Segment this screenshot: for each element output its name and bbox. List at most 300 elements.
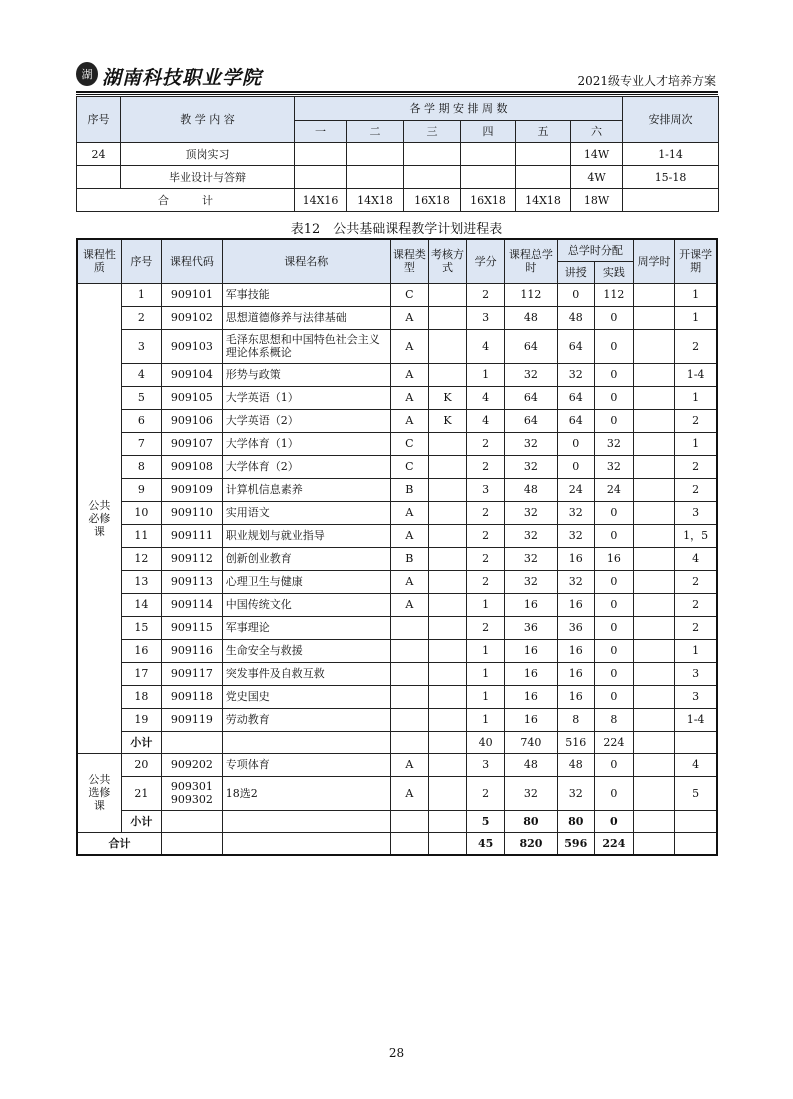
cell-name: 大学英语（1） — [222, 386, 390, 409]
cell-type — [390, 685, 428, 708]
cell-credit: 2 — [467, 501, 505, 524]
page-header — [76, 62, 718, 94]
cell-practice: 224 — [594, 731, 633, 753]
cell-total: 112 — [505, 283, 558, 306]
header-nature: 课程性质 — [77, 239, 121, 283]
cell-term: 16X18 — [461, 189, 516, 212]
cell-exam: K — [428, 386, 466, 409]
cell-lecture: 32 — [557, 570, 594, 593]
cell-type: B — [390, 478, 428, 501]
cell-term — [404, 166, 461, 189]
cell-term: 14X18 — [516, 189, 571, 212]
cell-type: A — [390, 570, 428, 593]
header-hour-distribution: 总学时分配 — [557, 239, 633, 261]
cell-no: 10 — [121, 501, 161, 524]
cell-no: 1 — [121, 283, 161, 306]
cell-no: 14 — [121, 593, 161, 616]
cell-total: 16 — [505, 593, 558, 616]
cell-code: 909115 — [162, 616, 223, 639]
cell-total: 32 — [505, 432, 558, 455]
cell-term: 1 — [675, 283, 717, 306]
total-label: 合 计 — [77, 189, 295, 212]
cell-term: 2 — [675, 409, 717, 432]
cell-exam — [428, 570, 466, 593]
cell-exam — [428, 524, 466, 547]
cell-term: 1-4 — [675, 363, 717, 386]
cell-type: A — [390, 409, 428, 432]
cell-practice: 0 — [594, 776, 633, 810]
cell-lecture: 80 — [557, 810, 594, 832]
cell-term: 4W — [571, 166, 623, 189]
cell-code: 909111 — [162, 524, 223, 547]
cell-code: 909113 — [162, 570, 223, 593]
cell-weekly — [633, 593, 674, 616]
cell-practice: 0 — [594, 386, 633, 409]
cell-term: 2 — [675, 478, 717, 501]
empty-cell — [633, 731, 674, 753]
cell-name: 毛泽东思想和中国特色社会主义理论体系概论 — [222, 329, 390, 363]
cell-type: C — [390, 432, 428, 455]
cell-practice: 0 — [594, 662, 633, 685]
cell-name: 大学体育（2） — [222, 455, 390, 478]
cell-practice: 0 — [594, 501, 633, 524]
table-row — [77, 143, 719, 166]
empty-cell — [162, 810, 223, 832]
cell-credit: 1 — [467, 593, 505, 616]
cell-name: 实用语文 — [222, 501, 390, 524]
cell-term: 1，5 — [675, 524, 717, 547]
page-number: 28 — [388, 1046, 405, 1060]
cell-total: 740 — [505, 731, 558, 753]
cell-exam — [428, 708, 466, 731]
cell-term — [347, 143, 404, 166]
cell-code: 909119 — [162, 708, 223, 731]
cell-credit: 4 — [467, 386, 505, 409]
cell-credit: 5 — [467, 810, 505, 832]
cell-term: 1-4 — [675, 708, 717, 731]
cell-code: 909105 — [162, 386, 223, 409]
cell-credit: 3 — [467, 753, 505, 776]
cell-lecture: 0 — [557, 432, 594, 455]
table-row — [77, 363, 717, 386]
cell-term — [295, 166, 347, 189]
cell-no — [77, 166, 121, 189]
header-term: 五 — [516, 121, 571, 143]
cell-lecture: 32 — [557, 524, 594, 547]
header-rule — [76, 91, 718, 93]
cell-credit: 2 — [467, 455, 505, 478]
cell-no: 24 — [77, 143, 121, 166]
header-no: 序号 — [77, 97, 121, 143]
header-credit: 学分 — [467, 239, 505, 283]
cell-credit: 2 — [467, 570, 505, 593]
table-row — [77, 432, 717, 455]
cell-lecture: 16 — [557, 639, 594, 662]
cell-credit: 3 — [467, 306, 505, 329]
cell-type: A — [390, 776, 428, 810]
empty-cell — [390, 731, 428, 753]
cell-exam — [428, 776, 466, 810]
table-row — [77, 753, 717, 776]
cell-practice: 0 — [594, 593, 633, 616]
cell-credit: 2 — [467, 776, 505, 810]
cell-term: 18W — [571, 189, 623, 212]
cell-no: 21 — [121, 776, 161, 810]
empty-cell — [390, 832, 428, 855]
header-practice: 实践 — [594, 261, 633, 283]
cell-name: 党史国史 — [222, 685, 390, 708]
cell-term: 2 — [675, 329, 717, 363]
cell-schedule: 1-14 — [623, 143, 719, 166]
cell-total: 32 — [505, 776, 558, 810]
empty-cell — [222, 810, 390, 832]
cell-total: 32 — [505, 455, 558, 478]
cell-no: 8 — [121, 455, 161, 478]
cell-total: 64 — [505, 386, 558, 409]
cell-credit: 4 — [467, 329, 505, 363]
cell-weekly — [633, 329, 674, 363]
header-term: 四 — [461, 121, 516, 143]
cell-practice: 32 — [594, 455, 633, 478]
cell-name: 生命安全与救援 — [222, 639, 390, 662]
cell-code: 909107 — [162, 432, 223, 455]
cell-total: 64 — [505, 409, 558, 432]
cell-term: 2 — [675, 570, 717, 593]
table-caption: 表12 公共基础课程教学计划进程表 — [290, 222, 503, 237]
cell-credit: 2 — [467, 616, 505, 639]
cell-practice: 16 — [594, 547, 633, 570]
header-term: 三 — [404, 121, 461, 143]
cell-credit: 4 — [467, 409, 505, 432]
table-row — [77, 776, 717, 810]
header-total-hours: 课程总学时 — [505, 239, 558, 283]
cell-term: 16X18 — [404, 189, 461, 212]
cell-weekly — [633, 639, 674, 662]
cell-credit: 2 — [467, 524, 505, 547]
cell-content: 顶岗实习 — [121, 143, 295, 166]
cell-exam — [428, 455, 466, 478]
cell-lecture: 32 — [557, 776, 594, 810]
cell-lecture: 48 — [557, 306, 594, 329]
school-logo-icon: 湖 — [76, 62, 98, 86]
header-rule-thin — [76, 94, 718, 95]
table-row — [77, 386, 717, 409]
subtotal-row — [77, 731, 717, 753]
cell-exam — [428, 329, 466, 363]
table-row — [77, 570, 717, 593]
cell-total: 48 — [505, 753, 558, 776]
cell-weekly — [633, 662, 674, 685]
table-row — [77, 501, 717, 524]
cell-no: 5 — [121, 386, 161, 409]
cell-no: 19 — [121, 708, 161, 731]
cell-schedule — [623, 189, 719, 212]
cell-type: A — [390, 524, 428, 547]
cell-no: 17 — [121, 662, 161, 685]
empty-cell — [428, 731, 466, 753]
cell-code: 909116 — [162, 639, 223, 662]
table-row — [77, 478, 717, 501]
cell-weekly — [633, 570, 674, 593]
cell-code: 909118 — [162, 685, 223, 708]
cell-exam — [428, 662, 466, 685]
cell-total: 16 — [505, 685, 558, 708]
header-type: 课程类型 — [390, 239, 428, 283]
cell-lecture: 16 — [557, 662, 594, 685]
cell-practice: 0 — [594, 409, 633, 432]
cell-lecture: 16 — [557, 685, 594, 708]
cell-name: 计算机信息素养 — [222, 478, 390, 501]
cell-type: A — [390, 329, 428, 363]
cell-weekly — [633, 306, 674, 329]
header-name: 课程名称 — [222, 239, 390, 283]
table-row — [77, 306, 717, 329]
cell-exam — [428, 306, 466, 329]
cell-code: 909102 — [162, 306, 223, 329]
header-term: 开课学期 — [675, 239, 717, 283]
cell-credit: 1 — [467, 363, 505, 386]
cell-term: 14X18 — [347, 189, 404, 212]
cell-name: 大学英语（2） — [222, 409, 390, 432]
total-row — [77, 189, 719, 212]
table-row — [77, 409, 717, 432]
header-weekly-hours: 周学时 — [633, 239, 674, 283]
cell-exam — [428, 363, 466, 386]
cell-practice: 0 — [594, 524, 633, 547]
cell-total: 32 — [505, 524, 558, 547]
cell-total: 48 — [505, 306, 558, 329]
cell-term — [404, 143, 461, 166]
empty-cell — [428, 810, 466, 832]
cell-weekly — [633, 283, 674, 306]
empty-cell — [162, 832, 223, 855]
cell-total: 820 — [505, 832, 558, 855]
empty-cell — [633, 810, 674, 832]
cell-weekly — [633, 363, 674, 386]
cell-lecture: 596 — [557, 832, 594, 855]
cell-name: 突发事件及自救互救 — [222, 662, 390, 685]
cell-name: 大学体育（1） — [222, 432, 390, 455]
cell-term — [347, 166, 404, 189]
cell-no: 7 — [121, 432, 161, 455]
cell-practice: 0 — [594, 753, 633, 776]
cell-type: A — [390, 501, 428, 524]
cell-type: A — [390, 753, 428, 776]
cell-type: C — [390, 283, 428, 306]
subtotal-label: 小计 — [121, 810, 161, 832]
cell-term: 2 — [675, 593, 717, 616]
cell-type: B — [390, 547, 428, 570]
cell-exam: K — [428, 409, 466, 432]
cell-type — [390, 616, 428, 639]
cell-credit: 1 — [467, 708, 505, 731]
cell-no: 9 — [121, 478, 161, 501]
cell-weekly — [633, 386, 674, 409]
cell-lecture: 16 — [557, 547, 594, 570]
cell-practice: 32 — [594, 432, 633, 455]
cell-code: 909202 — [162, 753, 223, 776]
subtotal-row — [77, 810, 717, 832]
cell-exam — [428, 432, 466, 455]
table-row — [77, 524, 717, 547]
cell-no: 16 — [121, 639, 161, 662]
header-schedule: 安排周次 — [623, 97, 719, 143]
cell-exam — [428, 753, 466, 776]
cell-term: 14X16 — [295, 189, 347, 212]
cell-total: 80 — [505, 810, 558, 832]
table-row — [77, 616, 717, 639]
public-course-plan-table — [76, 238, 718, 856]
empty-cell — [162, 731, 223, 753]
plan-title: 2021级专业人才培养方案 — [577, 74, 716, 88]
cell-total: 32 — [505, 570, 558, 593]
cell-practice: 0 — [594, 616, 633, 639]
cell-total: 32 — [505, 501, 558, 524]
cell-term — [516, 143, 571, 166]
empty-cell — [222, 832, 390, 855]
cell-term: 1 — [675, 639, 717, 662]
grand-total-label: 合计 — [77, 832, 162, 855]
cell-name: 中国传统文化 — [222, 593, 390, 616]
cell-exam — [428, 283, 466, 306]
cell-lecture: 0 — [557, 283, 594, 306]
cell-credit: 45 — [467, 832, 505, 855]
cell-name: 职业规划与就业指导 — [222, 524, 390, 547]
header-exam: 考核方式 — [428, 239, 466, 283]
cell-code: 909112 — [162, 547, 223, 570]
cell-term: 3 — [675, 685, 717, 708]
cell-practice: 0 — [594, 329, 633, 363]
cell-practice: 0 — [594, 306, 633, 329]
cell-type: A — [390, 306, 428, 329]
cell-type: A — [390, 386, 428, 409]
cell-no: 12 — [121, 547, 161, 570]
header-no: 序号 — [121, 239, 161, 283]
cell-credit: 2 — [467, 432, 505, 455]
cell-weekly — [633, 524, 674, 547]
cell-name: 创新创业教育 — [222, 547, 390, 570]
table-row — [77, 593, 717, 616]
cell-credit: 2 — [467, 283, 505, 306]
cell-term: 3 — [675, 662, 717, 685]
cell-practice: 0 — [594, 810, 633, 832]
cell-term: 14W — [571, 143, 623, 166]
grand-total-row — [77, 832, 717, 855]
cell-code: 909110 — [162, 501, 223, 524]
practice-schedule-table — [76, 96, 719, 212]
cell-term: 2 — [675, 616, 717, 639]
empty-cell — [675, 810, 717, 832]
cell-code: 909108 — [162, 455, 223, 478]
cell-lecture: 64 — [557, 386, 594, 409]
cell-practice: 24 — [594, 478, 633, 501]
empty-cell — [675, 731, 717, 753]
cell-name: 军事理论 — [222, 616, 390, 639]
cell-exam — [428, 685, 466, 708]
table-row — [77, 639, 717, 662]
cell-content: 毕业设计与答辩 — [121, 166, 295, 189]
cell-no: 13 — [121, 570, 161, 593]
cell-total: 32 — [505, 547, 558, 570]
cell-term: 4 — [675, 547, 717, 570]
table-row — [77, 283, 717, 306]
cell-weekly — [633, 685, 674, 708]
cell-code: 909301 909302 — [162, 776, 223, 810]
cell-credit: 40 — [467, 731, 505, 753]
cell-name: 18选2 — [222, 776, 390, 810]
table-row — [77, 662, 717, 685]
cell-weekly — [633, 455, 674, 478]
cell-practice: 0 — [594, 363, 633, 386]
empty-cell — [675, 832, 717, 855]
cell-weekly — [633, 478, 674, 501]
cell-weekly — [633, 616, 674, 639]
cell-credit: 1 — [467, 639, 505, 662]
cell-term — [516, 166, 571, 189]
cell-name: 思想道德修养与法律基础 — [222, 306, 390, 329]
cell-lecture: 8 — [557, 708, 594, 731]
cell-name: 劳动教育 — [222, 708, 390, 731]
cell-lecture: 16 — [557, 593, 594, 616]
cell-no: 6 — [121, 409, 161, 432]
cell-name: 专项体育 — [222, 753, 390, 776]
cell-total: 64 — [505, 329, 558, 363]
subtotal-label: 小计 — [121, 731, 161, 753]
header-term: 六 — [571, 121, 623, 143]
cell-weekly — [633, 501, 674, 524]
cell-name: 军事技能 — [222, 283, 390, 306]
cell-weekly — [633, 432, 674, 455]
cell-term — [461, 143, 516, 166]
cell-exam — [428, 501, 466, 524]
cell-term: 4 — [675, 753, 717, 776]
cell-name: 形势与政策 — [222, 363, 390, 386]
cell-lecture: 36 — [557, 616, 594, 639]
cell-term: 1 — [675, 386, 717, 409]
cell-exam — [428, 547, 466, 570]
cell-code: 909114 — [162, 593, 223, 616]
header-term: 二 — [347, 121, 404, 143]
cell-weekly — [633, 776, 674, 810]
cell-term: 3 — [675, 501, 717, 524]
cell-weekly — [633, 708, 674, 731]
cell-name: 心理卫生与健康 — [222, 570, 390, 593]
cell-lecture: 516 — [557, 731, 594, 753]
empty-cell — [633, 832, 674, 855]
cell-no: 2 — [121, 306, 161, 329]
cell-practice: 224 — [594, 832, 633, 855]
table-row — [77, 455, 717, 478]
cell-lecture: 64 — [557, 329, 594, 363]
cell-practice: 112 — [594, 283, 633, 306]
cell-credit: 1 — [467, 685, 505, 708]
header-code: 课程代码 — [162, 239, 223, 283]
cell-type: A — [390, 363, 428, 386]
cell-term — [461, 166, 516, 189]
cell-credit: 2 — [467, 547, 505, 570]
header-term: 一 — [295, 121, 347, 143]
cell-total: 36 — [505, 616, 558, 639]
cell-practice: 0 — [594, 570, 633, 593]
cell-type — [390, 662, 428, 685]
cell-total: 32 — [505, 363, 558, 386]
cell-no: 15 — [121, 616, 161, 639]
cell-no: 18 — [121, 685, 161, 708]
cell-no: 20 — [121, 753, 161, 776]
cell-no: 4 — [121, 363, 161, 386]
cell-lecture: 64 — [557, 409, 594, 432]
empty-cell — [428, 832, 466, 855]
